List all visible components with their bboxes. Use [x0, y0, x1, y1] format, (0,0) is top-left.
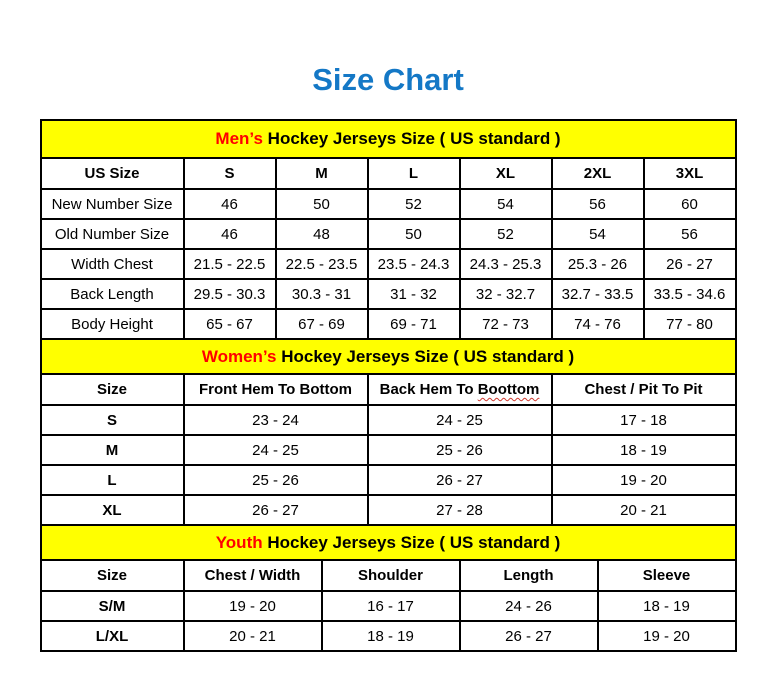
mens-col-header-6: 3XL [644, 158, 736, 189]
womens-row-2 [41, 465, 736, 495]
womens-band-row [41, 339, 736, 374]
table-cell: 67 - 69 [276, 309, 368, 339]
table-cell: 27 - 28 [368, 495, 552, 525]
table-cell: 17 - 18 [552, 405, 736, 435]
youth-band-rest: Hockey Jerseys Size ( US standard ) [262, 532, 561, 552]
mens-row-2 [41, 249, 736, 279]
mens-row-label: Old Number Size [41, 219, 184, 249]
mens-row-label: Back Length [41, 279, 184, 309]
table-cell: 18 - 19 [552, 435, 736, 465]
mens-row-label: Body Height [41, 309, 184, 339]
womens-col-header-1: Front Hem To Bottom [184, 374, 368, 405]
mens-row-label: Width Chest [41, 249, 184, 279]
youth-band-highlight: Youth [215, 532, 263, 552]
womens-col-header-3: Chest / Pit To Pit [552, 374, 736, 405]
table-cell: 74 - 76 [552, 309, 644, 339]
youth-row-1 [41, 621, 736, 651]
mens-band-rest: Hockey Jerseys Size ( US standard ) [262, 129, 561, 148]
mens-col-header-0: US Size [41, 158, 184, 189]
table-cell: 69 - 71 [368, 309, 460, 339]
womens-row-label: XL [41, 495, 184, 525]
page-title: Size Chart [312, 62, 464, 97]
table-cell: 77 - 80 [644, 309, 736, 339]
mens-row-4 [41, 309, 736, 339]
womens-col-header-2: Back Hem To Boottom [368, 374, 552, 405]
mens-col-header-1: S [184, 158, 276, 189]
mens-col-header-3: L [368, 158, 460, 189]
table-cell: 26 - 27 [644, 249, 736, 279]
table-cell: 20 - 21 [552, 495, 736, 525]
womens-row-0 [41, 405, 736, 435]
youth-col-header-3: Length [460, 560, 598, 591]
womens-col-header-0: Size [41, 374, 184, 405]
youth-col-header-0: Size [41, 560, 184, 591]
table-cell: 33.5 - 34.6 [644, 279, 736, 309]
table-cell: 54 [552, 219, 644, 249]
table-cell: 25 - 26 [184, 465, 368, 495]
table-cell: 20 - 21 [184, 621, 322, 651]
table-cell: 22.5 - 23.5 [276, 249, 368, 279]
table-cell: 26 - 27 [184, 495, 368, 525]
table-cell: 31 - 32 [368, 279, 460, 309]
table-cell: 65 - 67 [184, 309, 276, 339]
table-cell: 16 - 17 [322, 591, 460, 621]
youth-col-header-4: Sleeve [598, 560, 736, 591]
youth-col-header-1: Chest / Width [184, 560, 322, 591]
table-cell: 46 [184, 189, 276, 219]
womens-header-row [41, 374, 736, 405]
table-cell: 19 - 20 [184, 591, 322, 621]
womens-size-table [40, 338, 737, 526]
mens-band-row [41, 120, 736, 158]
table-cell: 25.3 - 26 [552, 249, 644, 279]
table-cell: 23.5 - 24.3 [368, 249, 460, 279]
womens-row-label: M [41, 435, 184, 465]
womens-band-rest: Hockey Jerseys Size ( US standard ) [276, 346, 575, 366]
mens-col-header-5: 2XL [552, 158, 644, 189]
youth-row-label: L/XL [41, 621, 184, 651]
table-cell: 24 - 25 [368, 405, 552, 435]
youth-size-table [40, 524, 737, 652]
table-cell: 46 [184, 219, 276, 249]
table-cell: 24 - 25 [184, 435, 368, 465]
table-cell: 52 [460, 219, 552, 249]
table-cell: 50 [276, 189, 368, 219]
mens-band-highlight: Men’s [215, 129, 263, 148]
table-cell: 18 - 19 [598, 591, 736, 621]
table-cell: 50 [368, 219, 460, 249]
mens-row-0 [41, 189, 736, 219]
table-cell: 19 - 20 [552, 465, 736, 495]
table-cell: 26 - 27 [368, 465, 552, 495]
table-cell: 56 [644, 219, 736, 249]
table-cell: 19 - 20 [598, 621, 736, 651]
table-cell: 32.7 - 33.5 [552, 279, 644, 309]
youth-band-row [41, 525, 736, 560]
womens-row-label: L [41, 465, 184, 495]
table-cell: 24.3 - 25.3 [460, 249, 552, 279]
table-cell: 56 [552, 189, 644, 219]
mens-col-header-2: M [276, 158, 368, 189]
mens-size-table [40, 119, 737, 340]
womens-row-label: S [41, 405, 184, 435]
mens-col-header-4: XL [460, 158, 552, 189]
table-cell: 21.5 - 22.5 [184, 249, 276, 279]
youth-row-label: S/M [41, 591, 184, 621]
mens-band-title [41, 120, 736, 158]
table-cell: 25 - 26 [368, 435, 552, 465]
mens-row-label: New Number Size [41, 189, 184, 219]
table-cell: 29.5 - 30.3 [184, 279, 276, 309]
misspelled-word: Boottom [477, 381, 540, 398]
womens-band-title [41, 339, 736, 374]
mens-header-row [41, 158, 736, 189]
table-cell: 24 - 26 [460, 591, 598, 621]
table-cell: 26 - 27 [460, 621, 598, 651]
table-cell: 52 [368, 189, 460, 219]
mens-row-3 [41, 279, 736, 309]
womens-row-1 [41, 435, 736, 465]
table-cell: 30.3 - 31 [276, 279, 368, 309]
mens-row-1 [41, 219, 736, 249]
table-cell: 23 - 24 [184, 405, 368, 435]
youth-col-header-2: Shoulder [322, 560, 460, 591]
size-tables-container [40, 119, 737, 652]
table-cell: 60 [644, 189, 736, 219]
womens-row-3 [41, 495, 736, 525]
table-cell: 72 - 73 [460, 309, 552, 339]
womens-band-highlight: Women’s [201, 346, 277, 366]
youth-row-0 [41, 591, 736, 621]
table-cell: 48 [276, 219, 368, 249]
table-cell: 18 - 19 [322, 621, 460, 651]
youth-band-title [41, 525, 736, 560]
table-cell: 54 [460, 189, 552, 219]
youth-header-row [41, 560, 736, 591]
table-cell: 32 - 32.7 [460, 279, 552, 309]
